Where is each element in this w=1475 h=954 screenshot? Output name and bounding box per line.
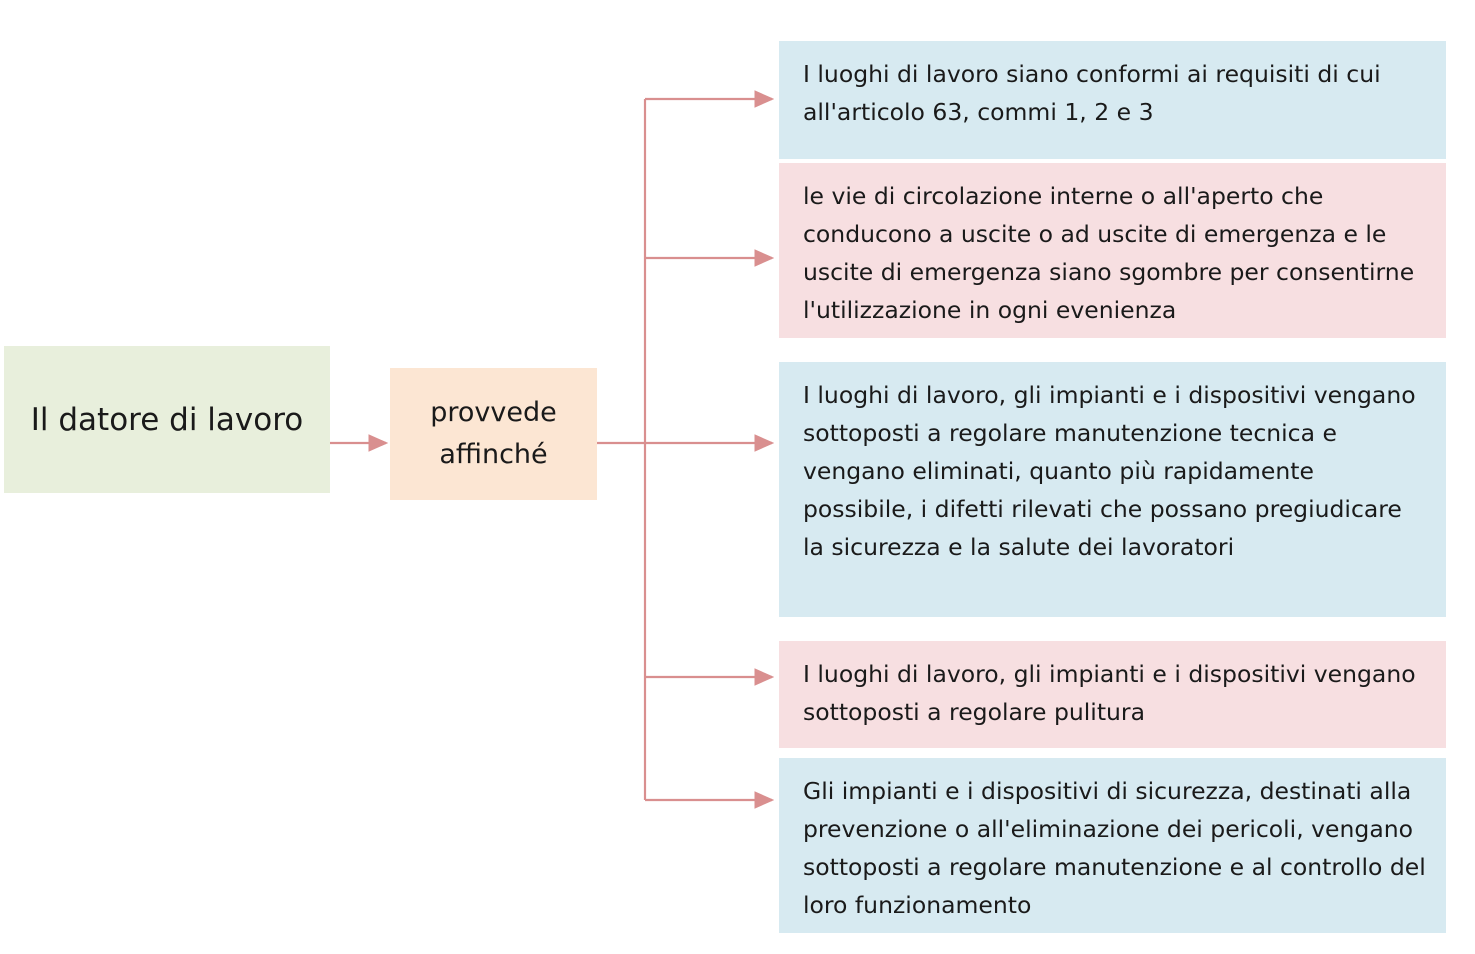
relation-node-label: provvede affinché [430, 397, 557, 470]
branch-node-3-label: I luoghi di lavoro, gli impianti e i dispositivi vengano sottoposti a regolare pulitura [803, 660, 1416, 726]
branch-node-1-label: le vie di circolazione interne o all'aperto che conducono a uscite o ad uscite di emergenza e le uscite di emergenza siano sgombre per consentirne l'utilizzazione in ogni evenienza [803, 182, 1415, 324]
branch-node-0[interactable] [779, 41, 1446, 159]
branch-node-1[interactable] [779, 163, 1446, 338]
branch-node-4[interactable] [779, 758, 1446, 933]
relation-node[interactable] [390, 368, 597, 500]
branch-node-2[interactable] [779, 362, 1446, 617]
branch-node-3[interactable] [779, 641, 1446, 748]
branch-node-2-label: I luoghi di lavoro, gli impianti e i dispositivi vengano sottoposti a regolare manutenzione tecnica e vengano eliminati, quanto più rapidamente possibile, i difetti rilevati che possano pregiudicare la sicurezza e la salute dei lavoratori [803, 381, 1416, 561]
branch-node-4-label: Gli impianti e i dispositivi di sicurezza, destinati alla prevenzione o all'eliminazione dei pericoli, vengano sottoposti a regolare manutenzione e al controllo del loro funzionamento [803, 777, 1426, 919]
root-node[interactable] [4, 346, 330, 493]
branch-node-0-label: I luoghi di lavoro siano conformi ai requisiti di cui all'articolo 63, commi 1, 2 e 3 [803, 60, 1381, 126]
root-node-label: Il datore di lavoro [30, 401, 304, 438]
